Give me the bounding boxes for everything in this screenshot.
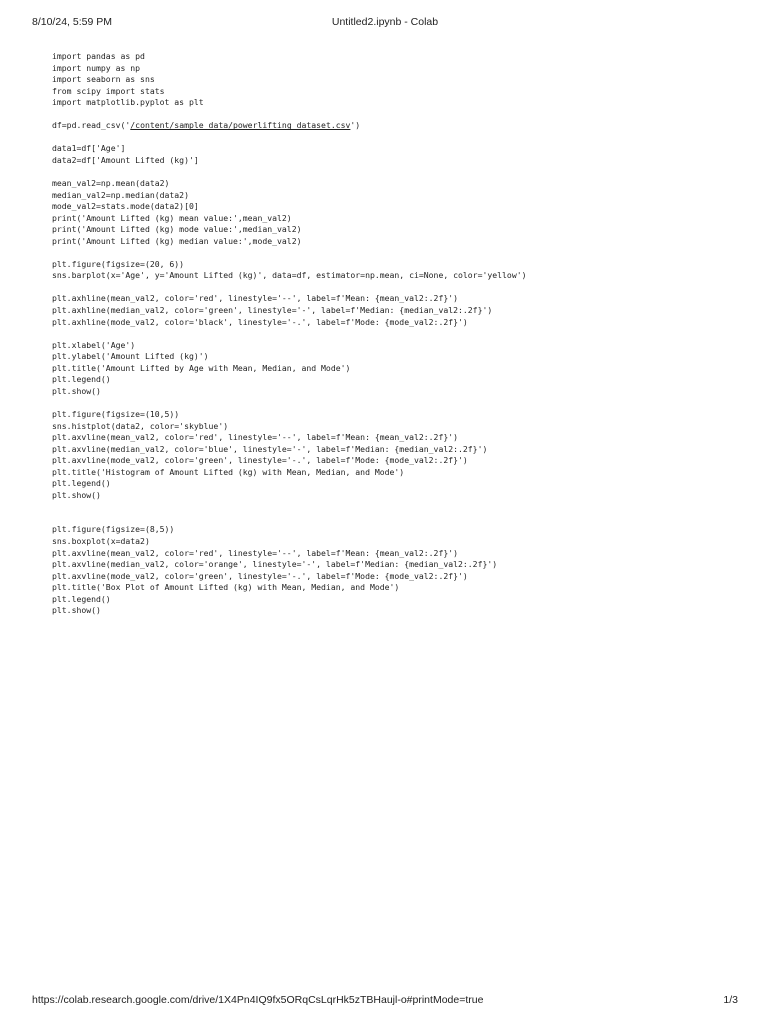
- code-line: data1=df['Age']: [52, 143, 126, 154]
- code-line: from scipy import stats: [52, 85, 165, 96]
- code-line: plt.legend(): [52, 593, 111, 604]
- code-line: plt.axvline(mean_val2, color='red', linestyle='--', label=f'Mean: {mean_val2:.2f}'): [52, 547, 459, 558]
- code-cell[interactable]: [52, 51, 738, 617]
- notebook-title: Untitled2.ipynb - Colab: [331, 16, 439, 28]
- page-number: 1/3: [723, 994, 738, 1006]
- code-line: df=pd.read_csv('/content/sample_data/powerlifting_dataset.csv'): [52, 120, 361, 131]
- code-line: plt.figure(figsize=(8,5)): [52, 524, 175, 535]
- code-line: mean_val2=np.mean(data2): [52, 178, 170, 189]
- code-line: sns.boxplot(x=data2): [52, 535, 150, 546]
- code-line: [52, 166, 738, 178]
- code-line: import matplotlib.pyplot as plt: [52, 97, 204, 108]
- code-line: plt.legend(): [52, 374, 111, 385]
- code-line: [52, 328, 738, 340]
- code-line: plt.axvline(mean_val2, color='red', linestyle='--', label=f'Mean: {mean_val2:.2f}'): [52, 432, 459, 443]
- code-line: plt.axvline(mode_val2, color='green', linestyle='-.', label=f'Mode: {mode_val2:.2f}'): [52, 570, 468, 581]
- print-header: [32, 16, 738, 30]
- code-line: plt.axvline(median_val2, color='orange', linestyle='-', label=f'Median: {median_val2:.2f}'): [52, 559, 498, 570]
- code-line: plt.axhline(mean_val2, color='red', linestyle='--', label=f'Mean: {mean_val2:.2f}'): [52, 293, 459, 304]
- code-line: print('Amount Lifted (kg) mean value:',mean_val2): [52, 212, 292, 223]
- print-timestamp: 8/10/24, 5:59 PM: [32, 16, 112, 28]
- code-line: median_val2=np.median(data2): [52, 189, 189, 200]
- code-line: [52, 501, 738, 513]
- code-line: [52, 513, 738, 525]
- code-line: plt.axvline(median_val2, color='blue', linestyle='-', label=f'Median: {median_val2:.2f}'): [52, 443, 488, 454]
- code-line: [52, 247, 738, 259]
- code-line: plt.show(): [52, 385, 101, 396]
- code-line: plt.title('Amount Lifted by Age with Mean, Median, and Mode'): [52, 362, 351, 373]
- code-line: plt.show(): [52, 605, 101, 616]
- code-line: sns.barplot(x='Age', y='Amount Lifted (kg)', data=df, estimator=np.mean, ci=None, color='yellow'): [52, 270, 527, 281]
- code-line: [52, 109, 738, 121]
- code-line: plt.show(): [52, 489, 101, 500]
- code-line: plt.axhline(median_val2, color='green', linestyle='-', label=f'Median: {median_val2:.2f}'): [52, 305, 493, 316]
- code-line: [52, 397, 738, 409]
- code-line: data2=df['Amount Lifted (kg)']: [52, 154, 199, 165]
- code-line: plt.figure(figsize=(20, 6)): [52, 258, 185, 269]
- code-line: plt.title('Histogram of Amount Lifted (kg) with Mean, Median, and Mode'): [52, 466, 405, 477]
- page-url[interactable]: https://colab.research.google.com/drive/1X4Pn4IQ9fx5ORqCsLqrHk5zTBHaujl-o#printMode=true: [32, 994, 484, 1006]
- code-line: import numpy as np: [52, 62, 141, 73]
- code-line: import pandas as pd: [52, 51, 145, 61]
- csv-path-link[interactable]: /content/sample_data/powerlifting_dataset.csv: [130, 120, 351, 131]
- code-line: plt.figure(figsize=(10,5)): [52, 408, 180, 419]
- code-line: sns.histplot(data2, color='skyblue'): [52, 420, 229, 431]
- code-line: import seaborn as sns: [52, 74, 155, 85]
- code-line: plt.title('Box Plot of Amount Lifted (kg) with Mean, Median, and Mode'): [52, 582, 400, 593]
- code-line: plt.axvline(mode_val2, color='green', linestyle='-.', label=f'Mode: {mode_val2:.2f}'): [52, 455, 468, 466]
- code-line: print('Amount Lifted (kg) mode value:',median_val2): [52, 224, 302, 235]
- code-line: print('Amount Lifted (kg) median value:',mode_val2): [52, 235, 302, 246]
- code-line: plt.axhline(mode_val2, color='black', linestyle='-.', label=f'Mode: {mode_val2:.2f}'): [52, 316, 468, 327]
- print-footer: [32, 994, 738, 1008]
- code-line: mode_val2=stats.mode(data2)[0]: [52, 201, 199, 212]
- code-line: plt.xlabel('Age'): [52, 339, 136, 350]
- code-line: [52, 282, 738, 294]
- code-line: [52, 132, 738, 144]
- code-line: plt.ylabel('Amount Lifted (kg)'): [52, 351, 209, 362]
- code-line: plt.legend(): [52, 478, 111, 489]
